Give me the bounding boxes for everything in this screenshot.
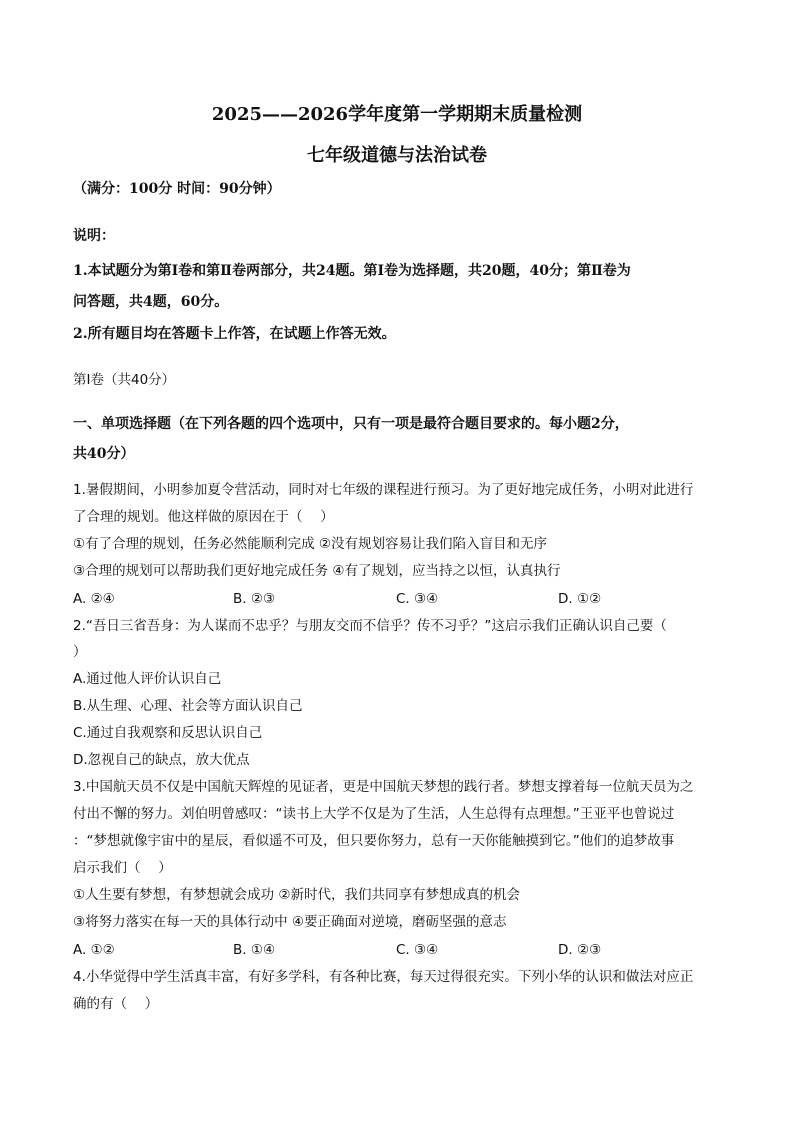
exam-subtitle: 七年级道德与法治试卷 <box>307 145 487 166</box>
question-2-option-c: C.通过自我观察和反思认识自己 <box>73 725 263 741</box>
question-3-option-a: A. ①② <box>73 942 115 958</box>
section-title-line1: 一、单项选择题（在下列各题的四个选项中，只有一项是最符合题目要求的。每小题2分， <box>73 416 629 432</box>
question-3-line: 付出不懈的努力。刘伯明曾感叹：“读书上大学不仅是为了生活，人生总得有点理想。”王亚平也曾说过 <box>73 806 675 822</box>
question-2-option-a: A.通过他人评价认识自己 <box>73 671 222 687</box>
question-1-option-a: A. ②④ <box>73 591 115 607</box>
instruction-item-2: 2.所有题目均在答题卡上作答，在试题上作答无效。 <box>73 326 396 342</box>
question-2-line: 2.“吾日三省吾身：为人谋而不忠乎？与朋友交而不信乎？传不习乎？”这启示我们正确认识自己要（ <box>73 618 667 634</box>
question-3-line: ①人生要有梦想，有梦想就会成功 ②新时代，我们共同享有梦想成真的机会 <box>73 887 520 903</box>
question-3-line: ：“梦想就像宇宙中的星辰，看似遥不可及，但只要你努力，总有一天你能触摸到它。”他们的追梦故事 <box>73 833 675 849</box>
question-2-option-b: B.从生理、心理、社会等方面认识自己 <box>73 698 303 714</box>
question-1-line: ③合理的规划可以帮助我们更好地完成任务 ④有了规划，应当持之以恒，认真执行 <box>73 563 561 579</box>
question-2-line: ） <box>73 644 87 660</box>
question-1-option-b: B. ②③ <box>233 591 276 607</box>
question-1-option-c: C. ③④ <box>396 591 439 607</box>
question-3-line: ③将努力落实在每一天的具体行动中 ④要正确面对逆境，磨砺坚强的意志 <box>73 914 507 930</box>
question-1-option-d: D. ①② <box>558 591 602 607</box>
question-1-line: 1.暑假期间，小明参加夏令营活动，同时对七年级的课程进行预习。为了更好地完成任务，小明对此进行 <box>73 482 694 498</box>
section-title-line2: 共40分） <box>73 446 135 462</box>
instruction-item-1a: 1.本试题分为第Ⅰ卷和第Ⅱ卷两部分，共24题。第Ⅰ卷为选择题，共20题，40分；第Ⅱ卷为 <box>73 263 631 279</box>
question-3-option-d: D. ②③ <box>558 942 602 958</box>
question-3-line: 3.中国航天员不仅是中国航天辉煌的见证者，更是中国航天梦想的践行者。梦想支撑着每一位航天员为之 <box>73 779 694 795</box>
instructions-heading: 说明： <box>73 228 115 244</box>
question-4-line: 4.小华觉得中学生活真丰富，有好多学科，有各种比赛，每天过得很充实。下列小华的认识和做法对应正 <box>73 969 694 985</box>
question-1-line: 了合理的规划。他这样做的原因在于（ ） <box>73 509 334 525</box>
part1-label: 第Ⅰ卷（共40分） <box>73 372 176 388</box>
question-3-option-c: C. ③④ <box>396 942 439 958</box>
score-time: （满分：100分 时间：90分钟） <box>73 181 281 197</box>
question-1-line: ①有了合理的规划，任务必然能顺利完成 ②没有规划容易让我们陷入盲目和无序 <box>73 536 547 552</box>
instruction-item-1b: 问答题，共4题，60分。 <box>73 294 229 310</box>
exam-title: 2025——2026学年度第一学期期末质量检测 <box>211 104 583 125</box>
question-2-option-d: D.忽视自己的缺点，放大优点 <box>73 752 250 768</box>
question-4-line: 确的有（ ） <box>73 996 159 1012</box>
question-3-option-b: B. ①④ <box>233 942 276 958</box>
question-3-line: 启示我们（ ） <box>73 860 172 876</box>
